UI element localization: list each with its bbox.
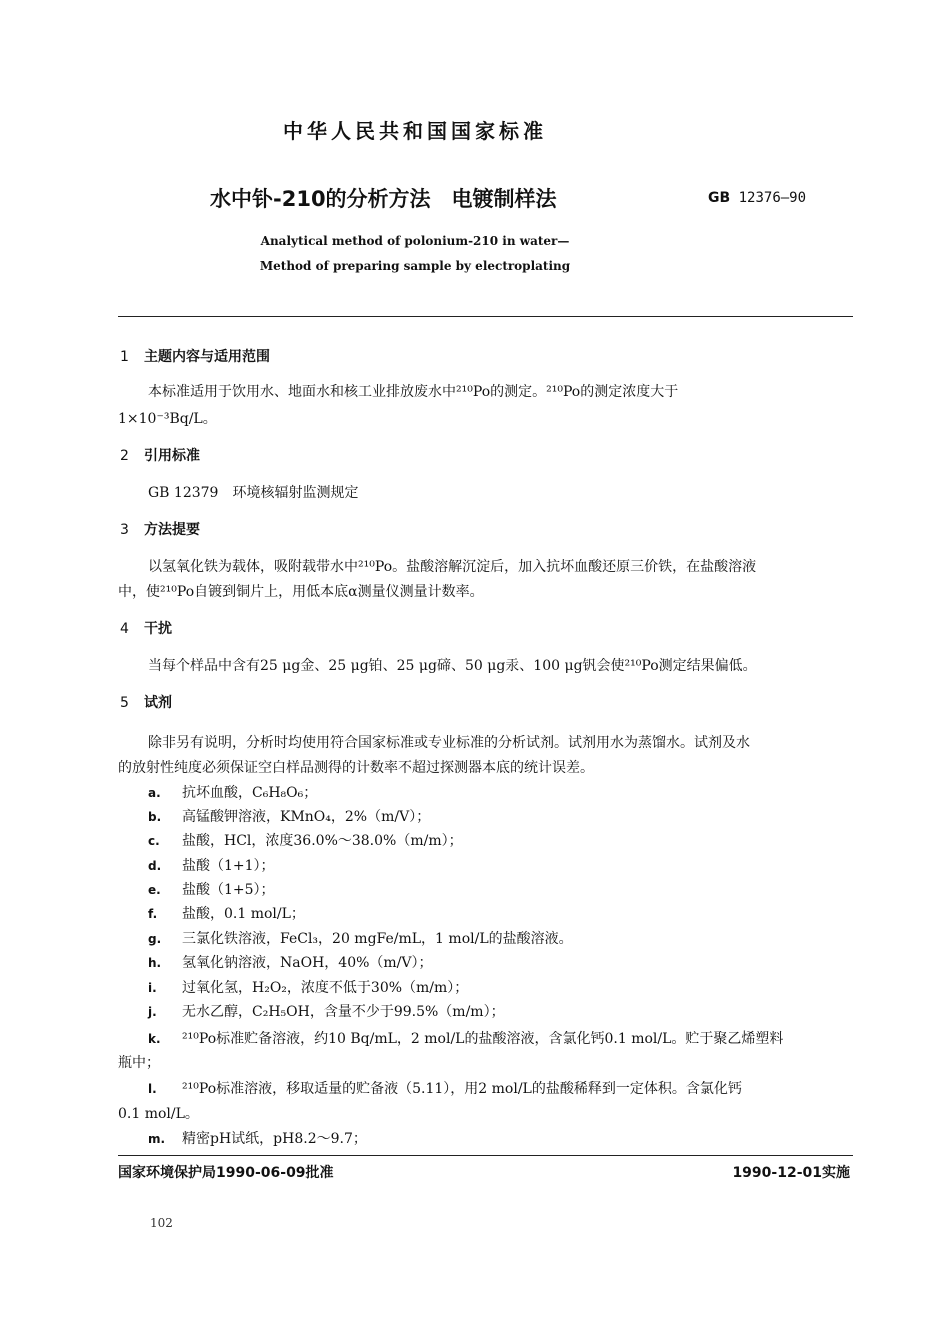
sec3-line-2: 中，使²¹⁰Po自镀到铜片上，用低本底α测量仪测量计数率。	[118, 584, 484, 600]
item-text: 盐酸（1+5）；	[182, 882, 275, 898]
reagent-item-continuation: 0.1 mol/L。	[118, 1106, 199, 1122]
reagent-item	[148, 1078, 742, 1098]
national-standard-heading: 中华人民共和国国家标准	[283, 119, 547, 143]
item-label: d.	[148, 859, 162, 873]
sec1-line-2: 1×10⁻³Bq/L。	[118, 411, 217, 427]
item-label: f.	[148, 907, 158, 921]
standard-code	[708, 190, 806, 206]
document-title: 水中钋-210的分析方法 电镀制样法	[210, 187, 557, 211]
item-label: i.	[148, 981, 157, 995]
reagent-item	[148, 952, 433, 972]
section-number: 3	[120, 522, 129, 538]
section-heading-1	[120, 346, 270, 366]
reagent-item	[148, 879, 275, 899]
reagent-item	[148, 1001, 505, 1021]
item-text: 三氯化铁溶液，FeCl₃，20 mgFe/mL，1 mol/L的盐酸溶液。	[182, 931, 573, 947]
item-text: 精密pH试纸，pH8.2～9.7；	[182, 1131, 367, 1147]
sec2-reference: GB 12379 环境核辐射监测规定	[148, 485, 359, 501]
page-number: 102	[150, 1216, 173, 1230]
standard-code-number: 12376—90	[738, 190, 807, 206]
english-title-line-1: Analytical method of polonium-210 in water—	[260, 234, 570, 248]
section-heading-4	[120, 618, 172, 638]
sec5-line-1: 除非另有说明，分析时均使用符合国家标准或专业标准的分析试剂。试剂用水为蒸馏水。试剂及水	[148, 735, 750, 751]
effective-date: 1990-12-01实施	[732, 1165, 850, 1181]
item-label: m.	[148, 1132, 166, 1146]
reagent-item	[148, 855, 275, 875]
item-label: k.	[148, 1032, 161, 1046]
footer-divider	[118, 1155, 853, 1156]
item-label: c.	[148, 834, 160, 848]
item-label: l.	[148, 1082, 157, 1096]
item-text: 高锰酸钾溶液，KMnO₄，2%（m/V）；	[182, 809, 431, 825]
item-label: e.	[148, 883, 161, 897]
section-title: 试剂	[144, 695, 172, 711]
header-divider	[118, 316, 853, 317]
sec1-line-1: 本标准适用于饮用水、地面水和核工业排放废水中²¹⁰Po的测定。²¹⁰Po的测定浓度大于	[148, 384, 679, 400]
approval-date: 国家环境保护局1990-06-09批准	[118, 1165, 334, 1181]
reagent-item-continuation: 瓶中；	[118, 1055, 160, 1071]
reagent-item	[148, 1128, 367, 1148]
section-title: 方法提要	[144, 522, 200, 538]
sec4-line-1: 当每个样品中含有25 μg金、25 μg铂、25 μg碲、50 μg汞、100 μg钒会使²¹⁰Po测定结果偏低。	[148, 658, 757, 674]
section-heading-3	[120, 519, 200, 539]
item-text: 过氧化氢，H₂O₂，浓度不低于30%（m/m）；	[182, 980, 469, 996]
section-heading-5	[120, 692, 172, 712]
section-number: 4	[120, 621, 129, 637]
standard-code-prefix: GB	[708, 190, 731, 206]
section-heading-2	[120, 445, 200, 465]
item-label: h.	[148, 956, 162, 970]
sec5-line-2: 的放射性纯度必须保证空白样品测得的计数率不超过探测器本底的统计误差。	[118, 760, 594, 776]
item-label: j.	[148, 1005, 157, 1019]
item-text: 盐酸，0.1 mol/L；	[182, 906, 305, 922]
item-text: 无水乙醇，C₂H₅OH，含量不少于99.5%（m/m）；	[182, 1004, 505, 1020]
item-label: a.	[148, 786, 161, 800]
section-number: 1	[120, 349, 129, 365]
reagent-item	[148, 782, 317, 802]
item-label: b.	[148, 810, 162, 824]
item-text: ²¹⁰Po标准溶液，移取适量的贮备液（5.11），用2 mol/L的盐酸稀释到一定体积。含氯化钙	[182, 1081, 742, 1097]
item-text: 氢氧化钠溶液，NaOH，40%（m/V）；	[182, 955, 433, 971]
english-title-line-2: Method of preparing sample by electroplating	[259, 259, 571, 273]
reagent-item	[148, 928, 573, 948]
item-text: ²¹⁰Po标准贮备溶液，约10 Bq/mL，2 mol/L的盐酸溶液，含氯化钙0.1 mol/L。贮于聚乙烯塑料	[182, 1031, 784, 1047]
item-text: 盐酸（1+1）；	[182, 858, 275, 874]
reagent-item	[148, 977, 468, 997]
item-label: g.	[148, 932, 162, 946]
section-title: 干扰	[144, 621, 172, 637]
reagent-item	[148, 903, 305, 923]
section-title: 引用标准	[144, 448, 200, 464]
section-title: 主题内容与适用范围	[144, 349, 270, 365]
item-text: 抗坏血酸，C₆H₈O₆；	[182, 785, 318, 801]
section-number: 2	[120, 448, 129, 464]
reagent-item	[148, 1028, 783, 1048]
reagent-item	[148, 806, 430, 826]
reagent-item	[148, 830, 463, 850]
section-number: 5	[120, 695, 129, 711]
sec3-line-1: 以氢氧化铁为载体，吸附载带水中²¹⁰Po。盐酸溶解沉淀后，加入抗坏血酸还原三价铁，在盐酸溶液	[148, 559, 757, 575]
item-text: 盐酸，HCl，浓度36.0%～38.0%（m/m）；	[182, 833, 463, 849]
